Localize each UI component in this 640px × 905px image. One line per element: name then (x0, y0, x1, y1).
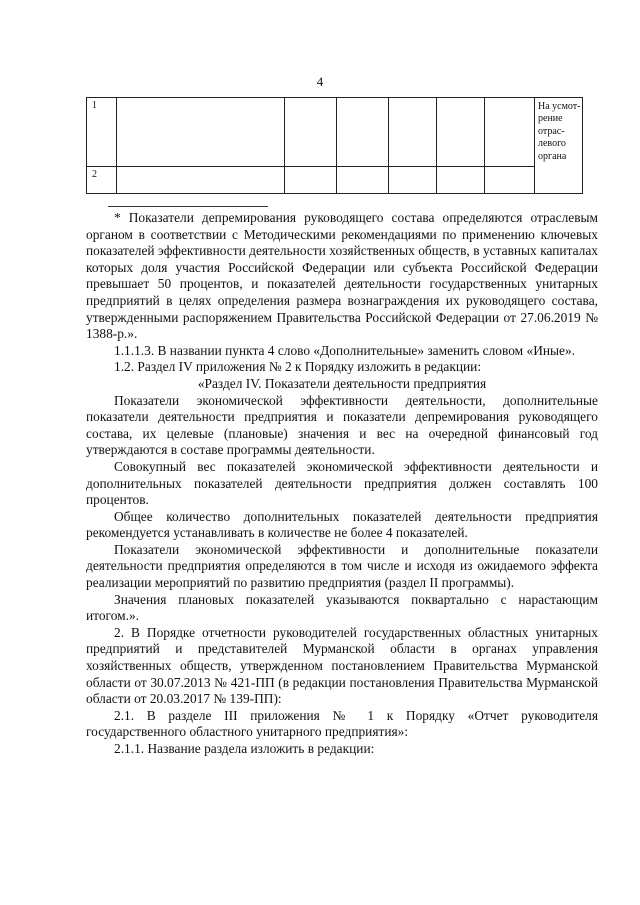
table-cell (117, 98, 285, 167)
table-cell (389, 98, 437, 167)
table-cell (285, 167, 337, 194)
table-cell (337, 167, 389, 194)
table-cell (389, 167, 437, 194)
table-row (87, 167, 583, 194)
paragraph: Показатели экономической эффективности деятельности, дополнительные показатели деятельности предприятия и показатели депремирования руководящего состава, их целевые (плановые) значения и вес на очередной финансовый год утверждаются в составе программы деятельности. (86, 392, 598, 458)
paragraph: Значения плановых показателей указываются поквартально с нарастающим итогом.». (86, 591, 598, 624)
table-cell (437, 98, 485, 167)
table-cell (117, 167, 285, 194)
paragraph: 2. В Порядке отчетности руководителей государственных областных унитарных предприятий и представителей Мурманской области в органах управления хозяйственных обществ, утвержденном постановлением Правительства Мурманской области от 30.07.2013 № 421-ПП (в редакции постановления Правительства Мурманской области от 20.03.2017 № 139-ПП): (86, 624, 598, 707)
paragraph: 1.2. Раздел IV приложения № 2 к Порядку изложить в редакции: (114, 359, 482, 375)
row-index: 2 (87, 167, 117, 194)
paragraph: Показатели экономической эффективности и дополнительные показатели деятельности предприятия определяются в том числе и исходя из ожидаемого эффекта реализации мероприятий по развитию предприятия (раздел II программы). (86, 541, 598, 591)
page-number: 4 (316, 74, 324, 89)
footnote-separator (108, 206, 268, 207)
indicators-table (86, 97, 583, 194)
paragraph: 1.1.1.3. В названии пункта 4 слово «Дополнительные» заменить словом «Иные». (114, 342, 576, 358)
row-index: 1 (87, 98, 117, 167)
table-cell (437, 167, 485, 194)
table-cell (485, 98, 535, 167)
paragraph: Общее количество дополнительных показателей деятельности предприятия рекомендуется устанавливать в количестве не более 4 показателей. (86, 508, 598, 541)
table-cell (485, 167, 535, 194)
table-cell (285, 98, 337, 167)
discretion-note: На усмот-рение отрас-левого органа (535, 98, 583, 194)
section-heading: «Раздел IV. Показатели деятельности предприятия (197, 375, 487, 391)
footnote: * Показатели депремирования руководящего состава определяются отраслевым органом в соответствии с Методическими рекомендациями по применению ключевых показателей эффективности деятельности хозяйственных обществ, в уставных капиталах которых доля участия Российской Федерации или субъекта Российской Федерации превышает 50 процентов, и показателей деятельности государственных унитарных предприятий в целях определения размера вознаграждения их руководящего состава, утвержденными распоряжением Правительства Российской Федерации от 27.06.2019 № 1388-р.». (86, 210, 598, 342)
table-row (87, 98, 583, 167)
document-body (86, 210, 598, 758)
paragraph: 2.1.1. Название раздела изложить в редакции: (114, 741, 375, 756)
paragraph: 2.1. В разделе III приложения № 1 к Порядку «Отчет руководителя государственного областного унитарного предприятия»: (86, 707, 598, 740)
table-cell (337, 98, 389, 167)
paragraph: Совокупный вес показателей экономической эффективности деятельности и дополнительных показателей деятельности предприятия должен составлять 100 процентов. (86, 458, 598, 508)
